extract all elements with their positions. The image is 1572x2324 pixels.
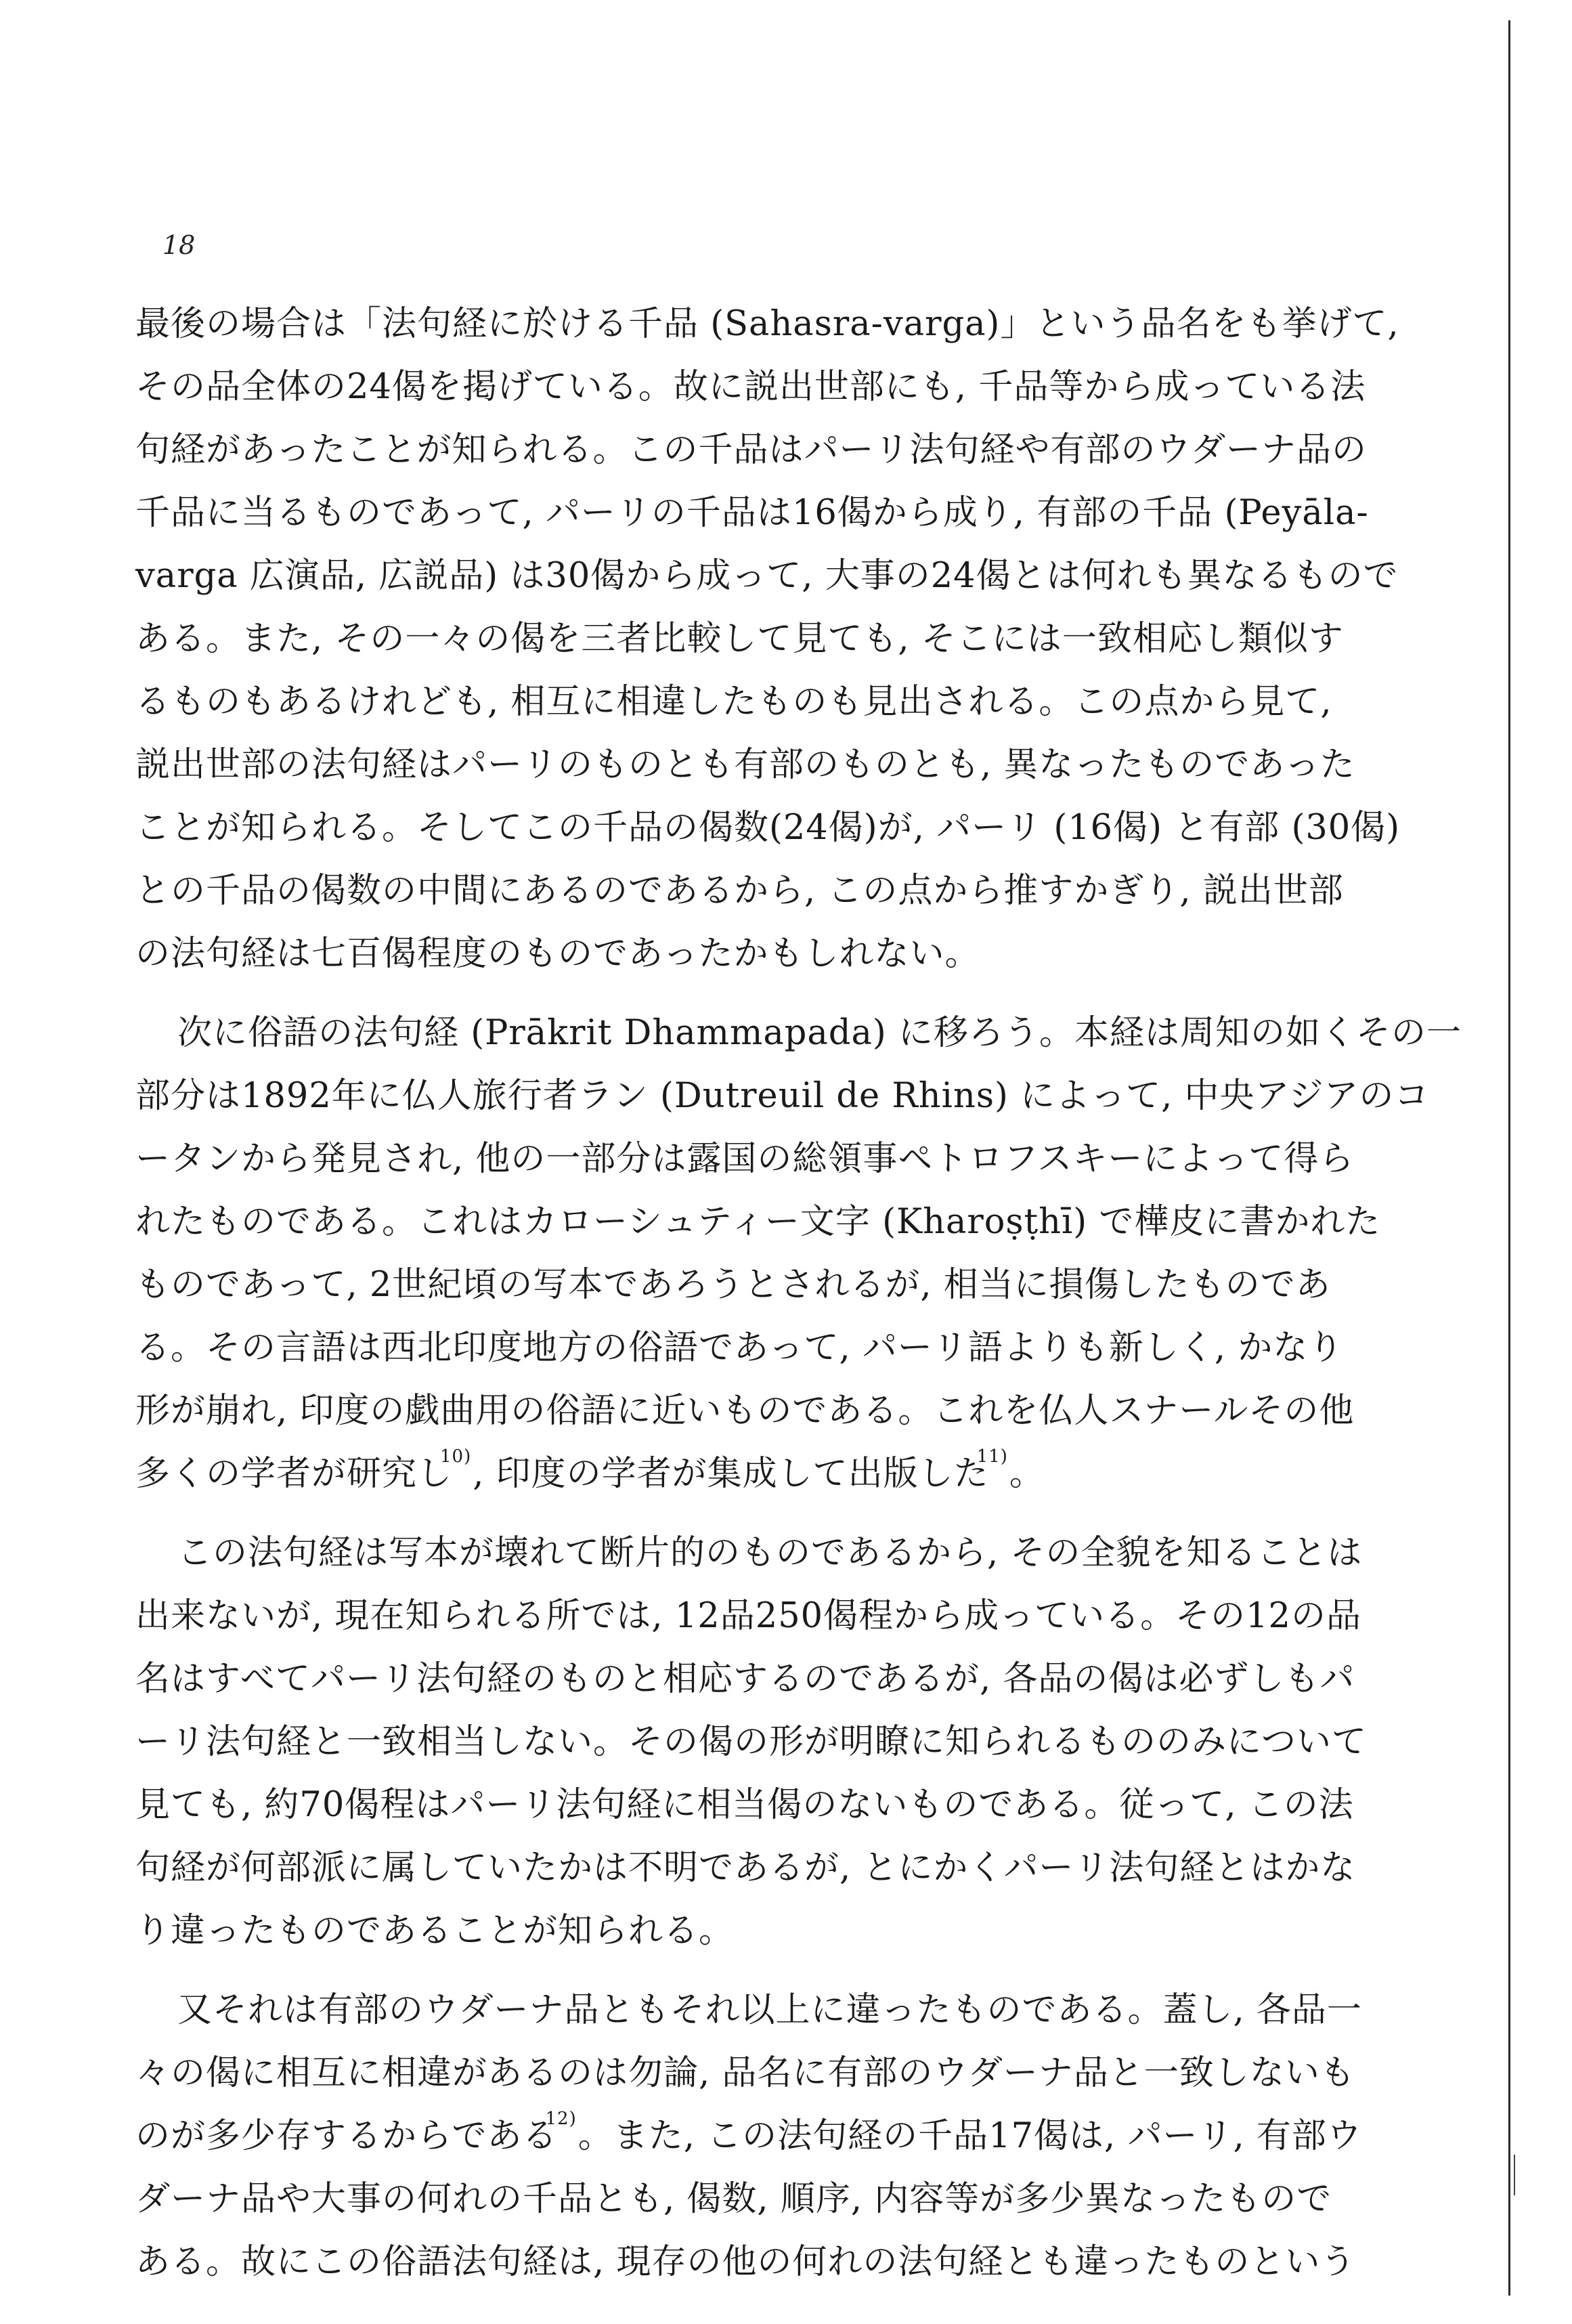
text-line-with-notes — [135, 1442, 1330, 1505]
text-line: その品全体の24偈を掲げている。故に説出世部にも, 千品等から成っている法 — [135, 367, 1366, 407]
text-segment: 多くの学者が研究し — [135, 1454, 453, 1494]
text-line: 形が崩れ, 印度の戯曲用の俗語に近いものである。これを仏人スナールその他 — [135, 1391, 1355, 1431]
text-line: 名はすべてパーリ法句経のものと相応するのであるが, 各品の偈は必ずしもパ — [135, 1659, 1355, 1699]
text-line: 見ても, 約70偈程はパーリ法句経に相当偈のないものである。従って, この法 — [135, 1785, 1354, 1825]
text-line: 々の偈に相互に相違があるのは勿論, 品名に有部のウダーナ品と一致しないも — [135, 2053, 1355, 2093]
text-line: の法句経は七百偈程度のものであったかもしれない。 — [135, 934, 980, 974]
text-segment: 。 — [1009, 1454, 1045, 1494]
text-segment: のが多少存するからである — [135, 2116, 558, 2156]
text-line: 説出世部の法句経はパーリのものとも有部のものとも, 異なったものであった — [135, 745, 1355, 785]
body-text — [135, 293, 1462, 2294]
text-segment: 。また, この法句経の千品17偈は, パーリ, 有部ウ — [577, 2116, 1362, 2156]
text-line: るものもあるけれども, 相互に相違したものも見出される。この点から見て, — [135, 682, 1332, 722]
page-edge-rule — [1508, 20, 1510, 2296]
text-line: る。その言語は西北印度地方の俗語であって, パーリ語よりも新しく, かなり — [135, 1328, 1344, 1368]
text-line: ものであって, 2世紀頃の写本であろうとされるが, 相当に損傷したものであ — [135, 1265, 1331, 1305]
text-line: ことが知られる。そしてこの千品の偈数(24偈)が, パーリ (16偈) と有部 (30偈) — [135, 808, 1401, 848]
text-line: 句経が何部派に属していたかは不明であるが, とにかくパーリ法句経とはかな — [135, 1848, 1356, 1888]
text-line: れたものである。これはカローシュティー文字 (Kharoṣṭhī) で樺皮に書かれた — [135, 1202, 1381, 1242]
text-line: 又それは有部のウダーナ品ともそれ以上に違ったものである。蓋し, 各品一 — [177, 1990, 1362, 2030]
footnote-ref-11: 11) — [976, 1446, 1008, 1467]
text-line: 出来ないが, 現在知られる所では, 12品250偈程から成っている。その12の品 — [135, 1596, 1361, 1636]
text-line: ータンから発見され, 他の一部分は露国の総領事ペトロフスキーによって得ら — [135, 1139, 1355, 1179]
text-line: 次に俗語の法句経 (Prākrit Dhammapada) に移ろう。本経は周知の如くその一 — [177, 1013, 1462, 1053]
text-line: との千品の偈数の中間にあるのであるから, この点から推すかぎり, 説出世部 — [135, 871, 1344, 911]
text-line: varga 広演品, 広説品) は30偈から成って, 大事の24偈とは何れも異なるもので — [135, 556, 1399, 596]
footnote-ref-12: 12) — [545, 2109, 577, 2129]
text-line-with-notes — [135, 2105, 1362, 2168]
text-line: この法句経は写本が壊れて断片的のものであるから, その全貌を知ることは — [177, 1533, 1363, 1573]
text-line: ある。故にこの俗語法句経は, 現存の他の何れの法句経とも違ったものという — [135, 2242, 1356, 2282]
text-line: 千品に当るものであって, パーリの千品は16偈から成り, 有部の千品 (Peyāla- — [135, 493, 1369, 533]
footnote-ref-10: 10) — [440, 1446, 472, 1467]
text-line: ダーナ品や大事の何れの千品とも, 偈数, 順序, 内容等が多少異なったもので — [135, 2179, 1332, 2219]
text-line: ある。また, その一々の偈を三者比較して見ても, そこには一致相応し類似す — [135, 619, 1344, 659]
text-line: ーリ法句経と一致相当しない。その偈の形が明瞭に知られるもののみについて — [135, 1722, 1367, 1762]
text-line: 最後の場合は「法句経に於ける千品 (Sahasra-varga)」という品名をも挙げて, — [135, 304, 1399, 344]
text-segment: , 印度の学者が集成して出版した — [473, 1454, 989, 1494]
text-line: 部分は1892年に仏人旅行者ラン (Dutreuil de Rhins) によって, 中央アジアのコ — [135, 1076, 1430, 1116]
text-line: 句経があったことが知られる。この千品はパーリ法句経や有部のウダーナ品の — [135, 430, 1367, 470]
text-line: り違ったものであることが知られる。 — [135, 1911, 735, 1951]
page-number: 18 — [162, 230, 196, 260]
page-edge-mark — [1514, 2155, 1515, 2195]
